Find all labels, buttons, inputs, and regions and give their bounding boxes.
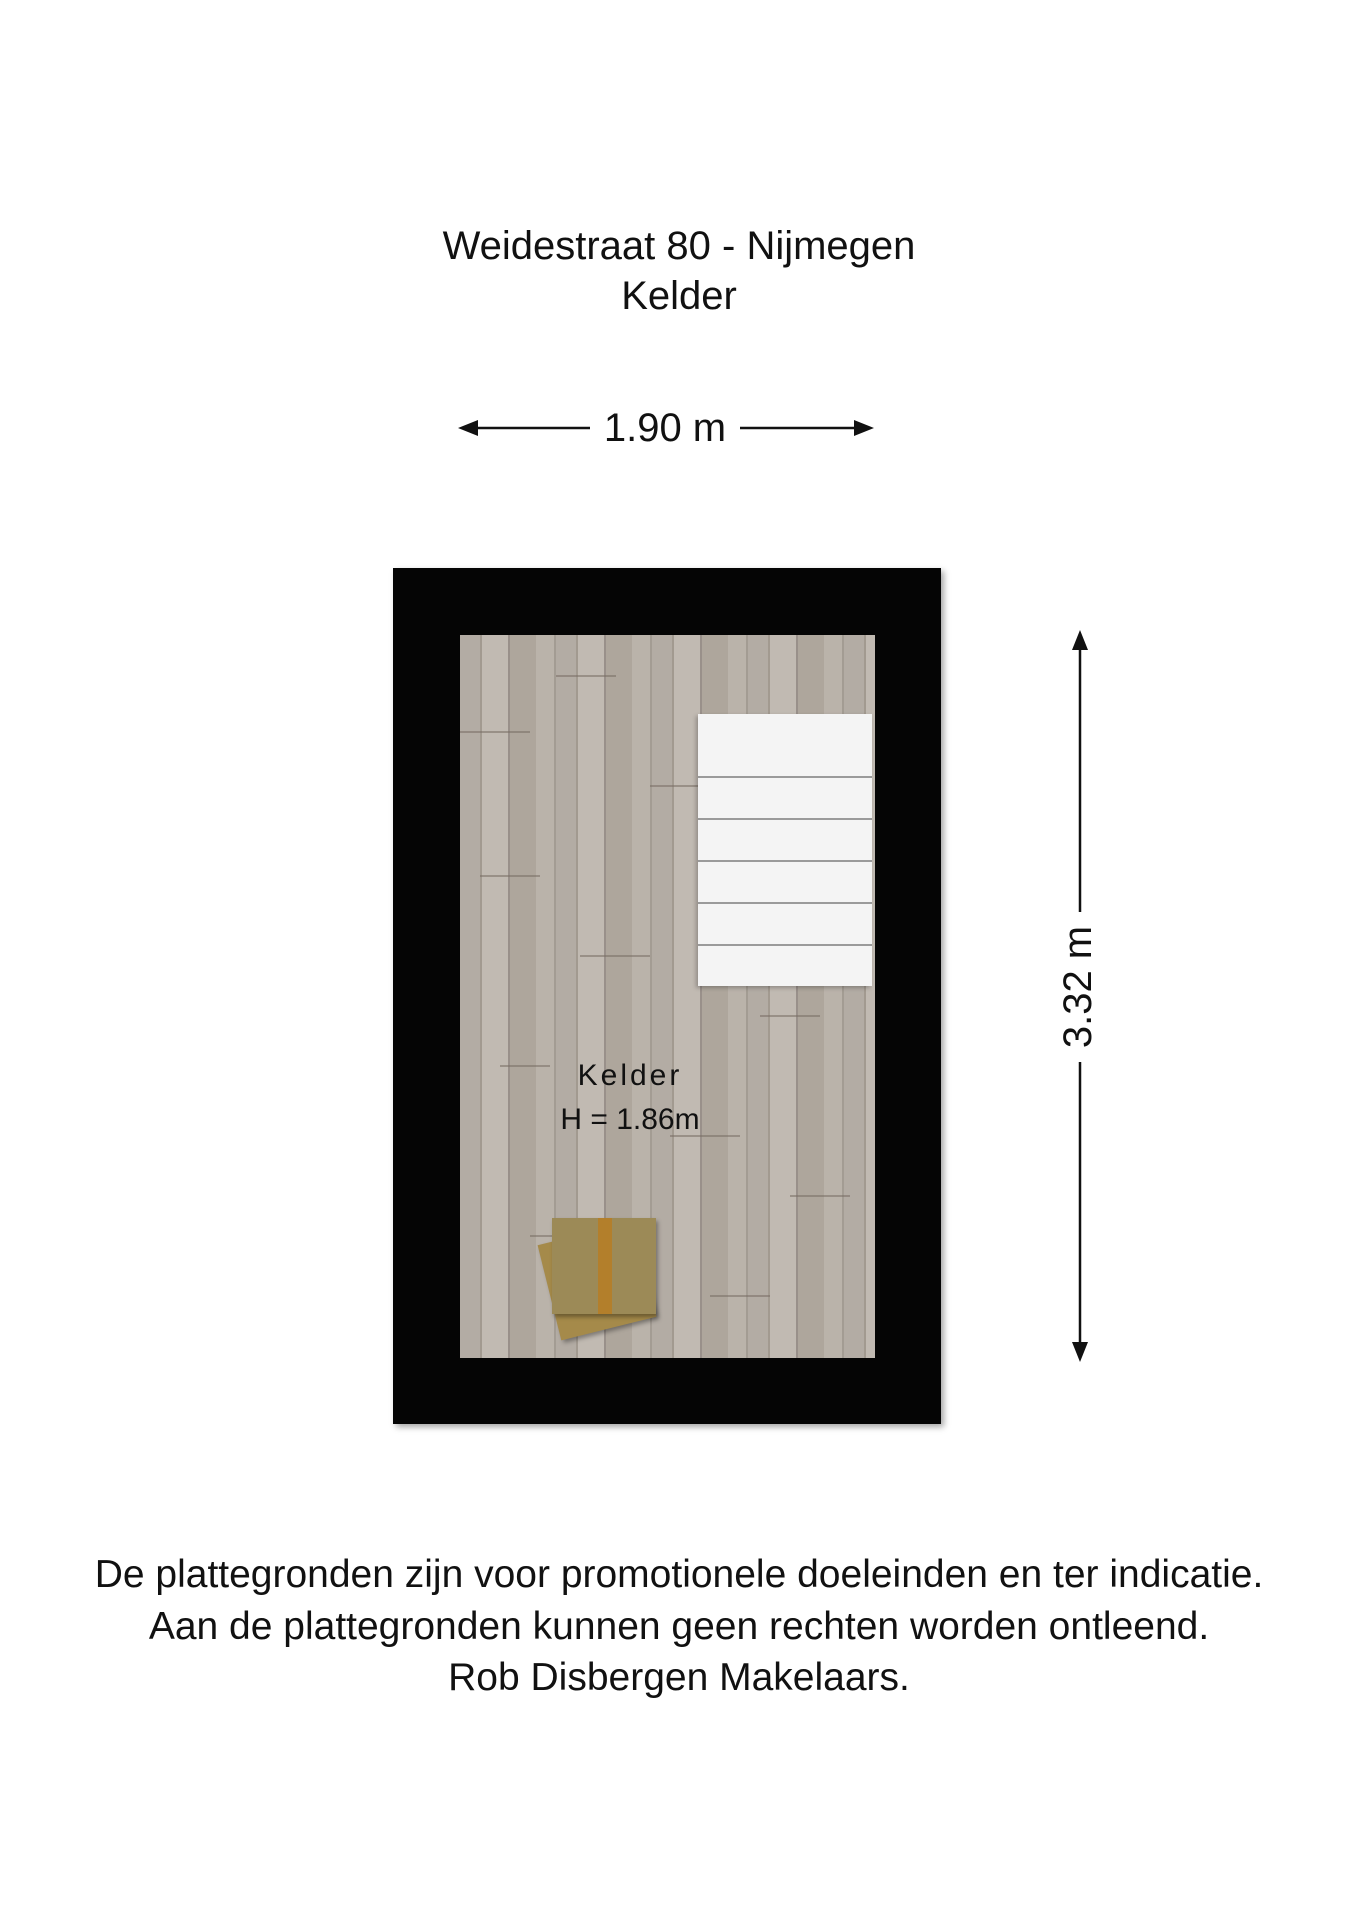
plank-joint xyxy=(580,955,650,957)
disclaimer-line: De plattegronden zijn voor promotionele doeleinden en ter indicatie. xyxy=(94,1553,1264,1596)
stair-step xyxy=(698,944,872,946)
disclaimer-line: Rob Disbergen Makelaars. xyxy=(448,1656,910,1699)
room-label: Kelder xyxy=(577,1059,683,1092)
staircase xyxy=(698,714,872,986)
plank-joint xyxy=(710,1295,770,1297)
plank-joint xyxy=(650,785,700,787)
length-dimension-label: 3.32 m xyxy=(1053,912,1103,1062)
width-dimension-label: 1.90 m xyxy=(590,404,740,452)
stair-step xyxy=(698,818,872,820)
plank-joint xyxy=(760,1015,820,1017)
room-height-label: H = 1.86m xyxy=(560,1103,700,1136)
stair-step xyxy=(698,776,872,778)
plank-joint xyxy=(460,731,530,733)
plank-joint xyxy=(556,675,616,677)
stair-step xyxy=(698,860,872,862)
box-tape xyxy=(598,1218,612,1314)
disclaimer-line: Aan de plattegronden kunnen geen rechten worden ontleend. xyxy=(148,1605,1210,1648)
page-title: Weidestraat 80 - Nijmegen xyxy=(442,224,916,268)
stair-step xyxy=(698,902,872,904)
plank-joint xyxy=(790,1195,850,1197)
floor-title: Kelder xyxy=(621,274,737,318)
plank-joint xyxy=(480,875,540,877)
